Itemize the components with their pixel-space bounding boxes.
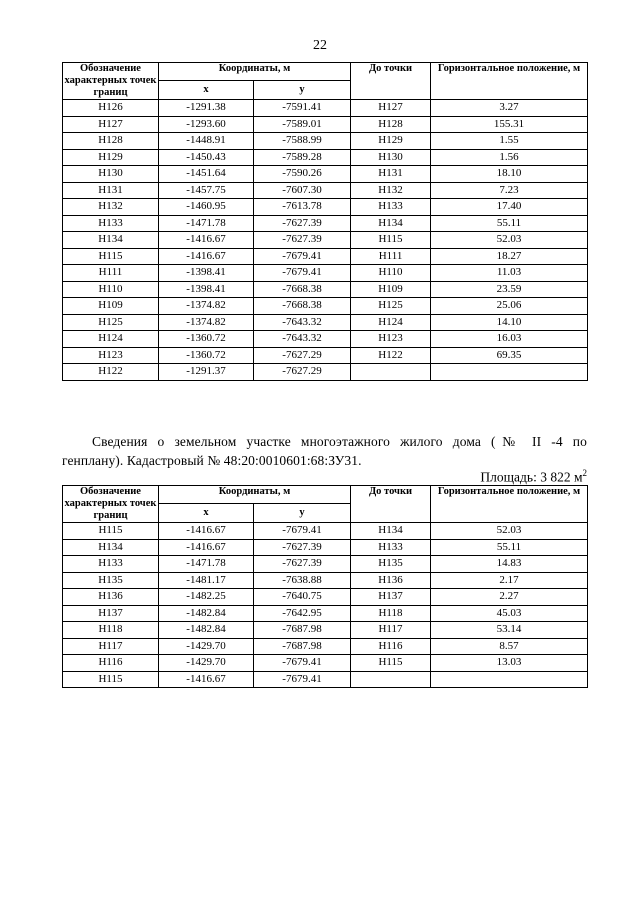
point-cell: Н126 <box>63 100 159 117</box>
x-cell: -1398.41 <box>159 265 254 282</box>
table-row <box>63 572 588 589</box>
point-cell: Н122 <box>63 364 159 381</box>
to-point-cell <box>351 364 431 381</box>
point-cell: Н135 <box>63 572 159 589</box>
header-distance: Горизонтальное положение, м <box>431 486 588 523</box>
point-cell: Н115 <box>63 523 159 540</box>
distance-cell: 55.11 <box>431 539 588 556</box>
x-cell: -1460.95 <box>159 199 254 216</box>
x-cell: -1450.43 <box>159 149 254 166</box>
table-row <box>63 638 588 655</box>
header-x: x <box>159 504 254 523</box>
y-cell: -7679.41 <box>254 655 351 672</box>
to-point-cell: Н133 <box>351 539 431 556</box>
point-cell: Н130 <box>63 166 159 183</box>
distance-cell: 2.17 <box>431 572 588 589</box>
y-cell: -7687.98 <box>254 638 351 655</box>
point-cell: Н125 <box>63 314 159 331</box>
distance-cell: 18.10 <box>431 166 588 183</box>
y-cell: -7613.78 <box>254 199 351 216</box>
description-line-2: генплану). Кадастровый № 48:20:0010601:68:ЗУ31. <box>62 453 362 468</box>
x-cell: -1360.72 <box>159 331 254 348</box>
header-point: Обозначение характерных точек границ <box>63 486 159 523</box>
to-point-cell: Н116 <box>351 638 431 655</box>
y-cell: -7679.41 <box>254 265 351 282</box>
to-point-cell: Н134 <box>351 215 431 232</box>
table-row <box>63 215 588 232</box>
x-cell: -1457.75 <box>159 182 254 199</box>
distance-cell: 155.31 <box>431 116 588 133</box>
point-cell: Н134 <box>63 539 159 556</box>
distance-cell: 13.03 <box>431 655 588 672</box>
distance-cell: 52.03 <box>431 523 588 540</box>
y-cell: -7589.01 <box>254 116 351 133</box>
y-cell: -7591.41 <box>254 100 351 117</box>
page-number: 22 <box>313 38 327 53</box>
table-row <box>63 655 588 672</box>
distance-cell: 45.03 <box>431 605 588 622</box>
point-cell: Н131 <box>63 182 159 199</box>
point-cell: Н128 <box>63 133 159 150</box>
x-cell: -1374.82 <box>159 298 254 315</box>
x-cell: -1416.67 <box>159 671 254 688</box>
header-distance: Горизонтальное положение, м <box>431 63 588 100</box>
to-point-cell: Н136 <box>351 572 431 589</box>
table-row <box>63 347 588 364</box>
table-row <box>63 248 588 265</box>
point-cell: Н117 <box>63 638 159 655</box>
to-point-cell: Н115 <box>351 655 431 672</box>
to-point-cell: Н125 <box>351 298 431 315</box>
to-point-cell: Н133 <box>351 199 431 216</box>
distance-cell: 3.27 <box>431 100 588 117</box>
y-cell: -7679.41 <box>254 671 351 688</box>
header-coords: Координаты, м <box>159 486 351 504</box>
point-cell: Н137 <box>63 605 159 622</box>
y-cell: -7668.38 <box>254 298 351 315</box>
table-row <box>63 166 588 183</box>
to-point-cell <box>351 671 431 688</box>
to-point-cell: Н131 <box>351 166 431 183</box>
table-row <box>63 314 588 331</box>
y-cell: -7627.29 <box>254 347 351 364</box>
y-cell: -7642.95 <box>254 605 351 622</box>
table-row <box>63 298 588 315</box>
distance-cell: 8.57 <box>431 638 588 655</box>
point-cell: Н136 <box>63 589 159 606</box>
table-row <box>63 100 588 117</box>
x-cell: -1398.41 <box>159 281 254 298</box>
x-cell: -1291.37 <box>159 364 254 381</box>
to-point-cell: Н122 <box>351 347 431 364</box>
to-point-cell: Н134 <box>351 523 431 540</box>
y-cell: -7588.99 <box>254 133 351 150</box>
table-row <box>63 671 588 688</box>
y-cell: -7589.28 <box>254 149 351 166</box>
y-cell: -7607.30 <box>254 182 351 199</box>
header-y: y <box>254 504 351 523</box>
y-cell: -7627.39 <box>254 556 351 573</box>
x-cell: -1471.78 <box>159 556 254 573</box>
description-line-1: Сведения о земельном участке многоэтажного жилого дома (№ II -4 по <box>92 434 587 449</box>
x-cell: -1448.91 <box>159 133 254 150</box>
y-cell: -7627.39 <box>254 232 351 249</box>
x-cell: -1374.82 <box>159 314 254 331</box>
boundary-points-table-1 <box>62 62 588 381</box>
distance-cell: 53.14 <box>431 622 588 639</box>
x-cell: -1416.67 <box>159 248 254 265</box>
x-cell: -1481.17 <box>159 572 254 589</box>
table-row <box>63 605 588 622</box>
to-point-cell: Н109 <box>351 281 431 298</box>
x-cell: -1429.70 <box>159 638 254 655</box>
to-point-cell: Н129 <box>351 133 431 150</box>
y-cell: -7643.32 <box>254 331 351 348</box>
to-point-cell: Н135 <box>351 556 431 573</box>
area-value <box>480 468 587 486</box>
to-point-cell: Н137 <box>351 589 431 606</box>
to-point-cell: Н117 <box>351 622 431 639</box>
point-cell: Н115 <box>63 248 159 265</box>
table-row <box>63 331 588 348</box>
distance-cell: 1.56 <box>431 149 588 166</box>
boundary-points-table-2 <box>62 485 588 688</box>
x-cell: -1416.67 <box>159 232 254 249</box>
table-row <box>63 556 588 573</box>
header-y: y <box>254 81 351 100</box>
to-point-cell: Н127 <box>351 100 431 117</box>
y-cell: -7679.41 <box>254 523 351 540</box>
table-row <box>63 149 588 166</box>
point-cell: Н132 <box>63 199 159 216</box>
point-cell: Н124 <box>63 331 159 348</box>
point-cell: Н123 <box>63 347 159 364</box>
header-x: x <box>159 81 254 100</box>
header-coords: Координаты, м <box>159 63 351 81</box>
to-point-cell: Н110 <box>351 265 431 282</box>
table-row <box>63 281 588 298</box>
y-cell: -7668.38 <box>254 281 351 298</box>
distance-cell <box>431 364 588 381</box>
point-cell: Н111 <box>63 265 159 282</box>
y-cell: -7627.39 <box>254 539 351 556</box>
table-row <box>63 182 588 199</box>
table-row <box>63 265 588 282</box>
to-point-cell: Н123 <box>351 331 431 348</box>
to-point-cell: Н130 <box>351 149 431 166</box>
point-cell: Н127 <box>63 116 159 133</box>
table-row <box>63 116 588 133</box>
point-cell: Н129 <box>63 149 159 166</box>
table-row <box>63 622 588 639</box>
to-point-cell: Н111 <box>351 248 431 265</box>
x-cell: -1416.67 <box>159 539 254 556</box>
to-point-cell: Н115 <box>351 232 431 249</box>
area-text: Площадь: 3 822 м <box>480 469 583 485</box>
y-cell: -7687.98 <box>254 622 351 639</box>
to-point-cell: Н128 <box>351 116 431 133</box>
point-cell: Н118 <box>63 622 159 639</box>
y-cell: -7640.75 <box>254 589 351 606</box>
table-row <box>63 589 588 606</box>
distance-cell: 7.23 <box>431 182 588 199</box>
header-point: Обозначение характерных точек границ <box>63 63 159 100</box>
to-point-cell: Н118 <box>351 605 431 622</box>
distance-cell: 18.27 <box>431 248 588 265</box>
x-cell: -1482.84 <box>159 605 254 622</box>
table-1-body <box>63 100 588 381</box>
x-cell: -1360.72 <box>159 347 254 364</box>
table-row <box>63 199 588 216</box>
x-cell: -1416.67 <box>159 523 254 540</box>
to-point-cell: Н132 <box>351 182 431 199</box>
x-cell: -1482.84 <box>159 622 254 639</box>
distance-cell <box>431 671 588 688</box>
table-row <box>63 364 588 381</box>
distance-cell: 52.03 <box>431 232 588 249</box>
area-unit-sup: 2 <box>582 468 587 478</box>
y-cell: -7643.32 <box>254 314 351 331</box>
distance-cell: 69.35 <box>431 347 588 364</box>
y-cell: -7627.29 <box>254 364 351 381</box>
land-plot-description <box>62 432 587 470</box>
y-cell: -7638.88 <box>254 572 351 589</box>
x-cell: -1482.25 <box>159 589 254 606</box>
x-cell: -1429.70 <box>159 655 254 672</box>
table-row <box>63 232 588 249</box>
distance-cell: 55.11 <box>431 215 588 232</box>
point-cell: Н116 <box>63 655 159 672</box>
x-cell: -1293.60 <box>159 116 254 133</box>
point-cell: Н133 <box>63 215 159 232</box>
point-cell: Н133 <box>63 556 159 573</box>
point-cell: Н109 <box>63 298 159 315</box>
distance-cell: 2.27 <box>431 589 588 606</box>
x-cell: -1291.38 <box>159 100 254 117</box>
header-to-point: До точки <box>351 63 431 100</box>
distance-cell: 14.10 <box>431 314 588 331</box>
y-cell: -7627.39 <box>254 215 351 232</box>
distance-cell: 16.03 <box>431 331 588 348</box>
table-row <box>63 523 588 540</box>
table-row <box>63 133 588 150</box>
table-2-body <box>63 523 588 688</box>
to-point-cell: Н124 <box>351 314 431 331</box>
x-cell: -1471.78 <box>159 215 254 232</box>
distance-cell: 23.59 <box>431 281 588 298</box>
distance-cell: 14.83 <box>431 556 588 573</box>
x-cell: -1451.64 <box>159 166 254 183</box>
y-cell: -7679.41 <box>254 248 351 265</box>
point-cell: Н134 <box>63 232 159 249</box>
distance-cell: 17.40 <box>431 199 588 216</box>
point-cell: Н110 <box>63 281 159 298</box>
y-cell: -7590.26 <box>254 166 351 183</box>
point-cell: Н115 <box>63 671 159 688</box>
distance-cell: 25.06 <box>431 298 588 315</box>
distance-cell: 1.55 <box>431 133 588 150</box>
header-to-point: До точки <box>351 486 431 523</box>
distance-cell: 11.03 <box>431 265 588 282</box>
table-row <box>63 539 588 556</box>
